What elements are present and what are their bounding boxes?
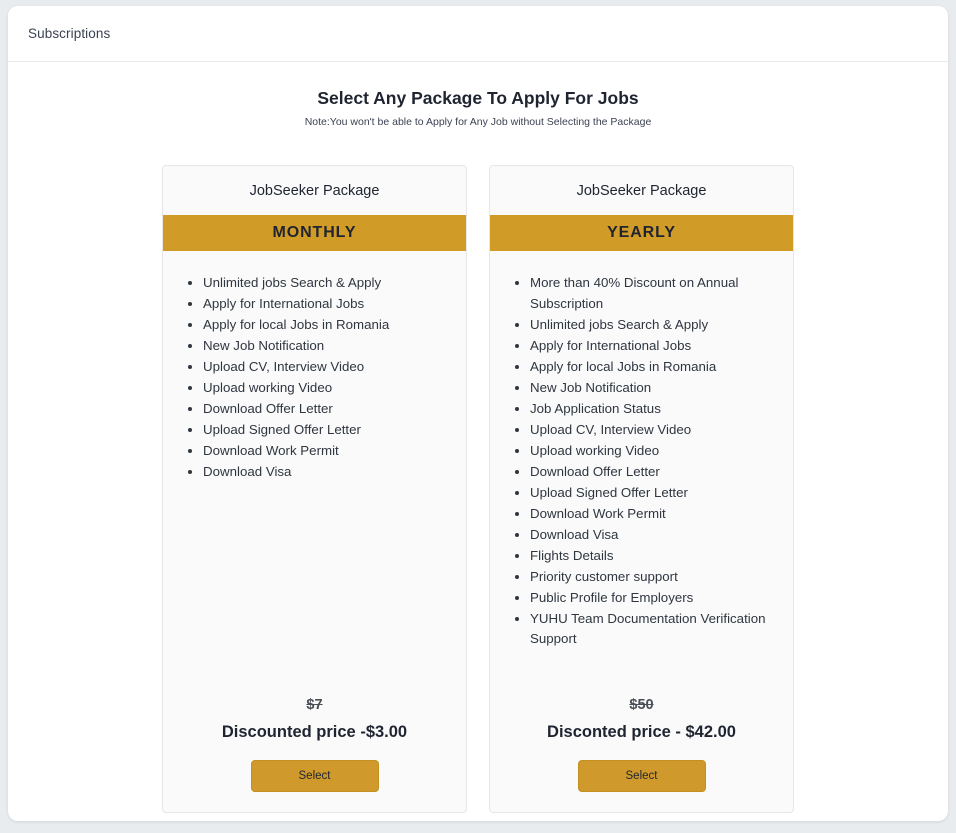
package-card-monthly[interactable] — [162, 165, 467, 813]
package-period-banner: MONTHLY — [163, 215, 466, 251]
list-item: • Apply for local Jobs in Romania — [203, 315, 452, 336]
list-item: • Public Profile for Employers — [530, 588, 779, 609]
package-title: JobSeeker Package — [576, 183, 707, 199]
list-item: • YUHU Team Documentation Verification Support — [530, 609, 779, 650]
list-item: • Download Work Permit — [203, 441, 452, 462]
list-item: • Download Visa — [203, 462, 452, 483]
package-feature-list — [163, 251, 466, 697]
package-price-block — [490, 697, 793, 812]
list-item: • Job Application Status — [530, 399, 779, 420]
list-item: • Upload working Video — [530, 441, 779, 462]
app-window — [8, 6, 948, 821]
list-item: • Upload Signed Offer Letter — [203, 420, 452, 441]
list-item: • New Job Notification — [203, 336, 452, 357]
list-item: • Upload CV, Interview Video — [530, 420, 779, 441]
original-price: $7 — [306, 697, 323, 713]
page-title: Select Any Package To Apply For Jobs — [317, 88, 639, 108]
page-note: Note:You won't be able to Apply for Any Job without Selecting the Package — [304, 116, 652, 128]
package-price-block — [163, 697, 466, 812]
list-item: • More than 40% Discount on Annual Subscription — [530, 273, 779, 314]
list-item: • New Job Notification — [530, 378, 779, 399]
list-item: • Download Offer Letter — [203, 399, 452, 420]
list-item: • Upload working Video — [203, 378, 452, 399]
list-item: • Download Visa — [530, 525, 779, 546]
list-item: • Priority customer support — [530, 567, 779, 588]
package-period-banner: YEARLY — [490, 215, 793, 251]
list-item: • Upload Signed Offer Letter — [530, 483, 779, 504]
list-item: • Apply for International Jobs — [203, 294, 452, 315]
list-item: • Apply for International Jobs — [530, 336, 779, 357]
list-item: • Download Work Permit — [530, 504, 779, 525]
list-item: • Download Offer Letter — [530, 462, 779, 483]
top-bar — [8, 6, 948, 62]
list-item: • Apply for local Jobs in Romania — [530, 357, 779, 378]
main-content — [8, 62, 948, 813]
list-item: • Upload CV, Interview Video — [203, 357, 452, 378]
discounted-price: Disconted price - $42.00 — [547, 723, 736, 741]
list-item: • Flights Details — [530, 546, 779, 567]
select-button[interactable]: Select — [578, 760, 706, 792]
package-card-yearly[interactable] — [489, 165, 794, 813]
package-title: JobSeeker Package — [249, 183, 380, 199]
select-button[interactable]: Select — [251, 760, 379, 792]
list-item: • Unlimited jobs Search & Apply — [203, 273, 452, 294]
package-card-list — [8, 165, 948, 813]
list-item: • Unlimited jobs Search & Apply — [530, 315, 779, 336]
breadcrumb: Subscriptions — [28, 26, 111, 41]
discounted-price: Discounted price -$3.00 — [221, 723, 408, 741]
original-price: $50 — [629, 697, 654, 713]
package-feature-list — [490, 251, 793, 697]
